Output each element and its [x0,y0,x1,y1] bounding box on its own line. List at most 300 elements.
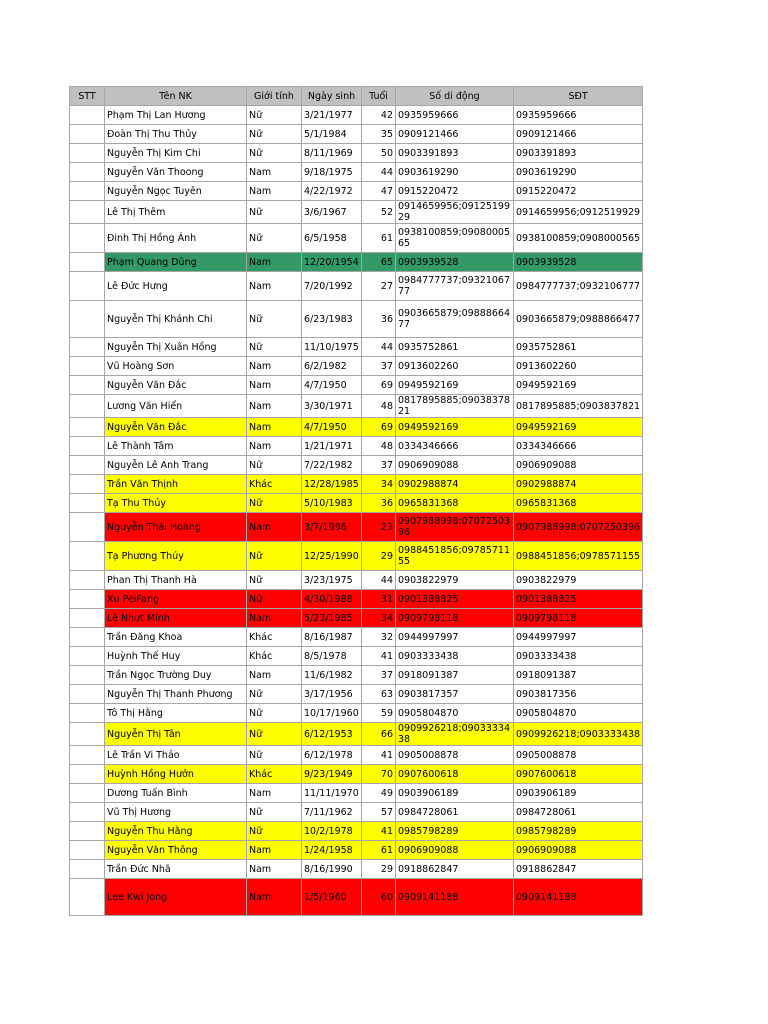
header-phone[interactable]: SĐT [514,87,643,106]
dob-cell[interactable]: 12/20/1954 [302,253,362,272]
mobile-cell[interactable]: 0905008878 [396,746,514,765]
stt-cell[interactable] [70,144,105,163]
gender-cell[interactable]: Nam [247,666,302,685]
stt-cell[interactable] [70,803,105,822]
age-cell[interactable]: 41 [362,822,396,841]
mobile-cell[interactable]: 0949592169 [396,376,514,395]
stt-cell[interactable] [70,542,105,571]
table-row [70,704,643,723]
mobile-cell[interactable]: 0907988998;0707250396 [396,513,514,542]
stt-cell[interactable] [70,338,105,357]
name-cell[interactable]: Nguyễn Thị Kim Chi [105,144,247,163]
phone-cell[interactable]: 0817895885;0903837821 [514,395,643,418]
stt-cell[interactable] [70,201,105,224]
table-row [70,860,643,879]
stt-cell[interactable] [70,746,105,765]
stt-cell[interactable] [70,628,105,647]
phone-cell[interactable]: 0918091387 [514,666,643,685]
dob-cell[interactable]: 3/30/1971 [302,395,362,418]
stt-cell[interactable] [70,666,105,685]
age-cell[interactable]: 34 [362,475,396,494]
dob-cell[interactable]: 8/16/1990 [302,860,362,879]
name-cell[interactable]: Vũ Thị Hương [105,803,247,822]
table-row [70,395,643,418]
dob-cell[interactable]: 3/21/1977 [302,106,362,125]
table-row [70,746,643,765]
table-row [70,647,643,666]
name-cell[interactable]: Phan Thị Thanh Hà [105,571,247,590]
stt-cell[interactable] [70,822,105,841]
name-cell[interactable]: Huỳnh Thế Huy [105,647,247,666]
mobile-cell[interactable]: 0905804870 [396,704,514,723]
mobile-cell[interactable]: 0909141188 [396,879,514,916]
phone-cell[interactable]: 0949592169 [514,418,643,437]
gender-cell[interactable]: Nữ [247,494,302,513]
phone-cell[interactable]: 0944997997 [514,628,643,647]
stt-cell[interactable] [70,475,105,494]
mobile-cell[interactable]: 0907600618 [396,765,514,784]
age-cell[interactable]: 49 [362,784,396,803]
dob-cell[interactable]: 11/6/1982 [302,666,362,685]
table-row [70,628,643,647]
gender-cell[interactable]: Nữ [247,571,302,590]
name-cell[interactable]: Nguyễn Thị Xuân Hồng [105,338,247,357]
name-cell[interactable]: Tạ Phương Thúy [105,542,247,571]
mobile-cell[interactable]: 0949592169 [396,418,514,437]
dob-cell[interactable]: 4/7/1950 [302,418,362,437]
dob-cell[interactable]: 6/12/1953 [302,723,362,746]
mobile-cell[interactable]: 0935959666 [396,106,514,125]
table-row [70,879,643,916]
stt-cell[interactable] [70,590,105,609]
table-row [70,513,643,542]
dob-cell[interactable]: 3/6/1967 [302,201,362,224]
table-row [70,666,643,685]
table-row [70,841,643,860]
stt-cell[interactable] [70,609,105,628]
gender-cell[interactable]: Nữ [247,125,302,144]
age-cell[interactable]: 65 [362,253,396,272]
name-cell[interactable]: Nguyễn Lê Anh Trang [105,456,247,475]
name-cell[interactable]: Trần Đăng Khoa [105,628,247,647]
gender-cell[interactable]: Nữ [247,723,302,746]
gender-cell[interactable]: Nữ [247,542,302,571]
phone-cell[interactable]: 0935959666 [514,106,643,125]
dob-cell[interactable]: 1/5/1960 [302,879,362,916]
name-cell[interactable]: Nguyễn Văn Đắc [105,376,247,395]
age-cell[interactable]: 69 [362,418,396,437]
gender-cell[interactable]: Nam [247,272,302,301]
phone-cell[interactable]: 0905008878 [514,746,643,765]
name-cell[interactable]: Trần Văn Thịnh [105,475,247,494]
dob-cell[interactable]: 5/23/1985 [302,609,362,628]
dob-cell[interactable]: 12/28/1985 [302,475,362,494]
name-cell[interactable]: Tô Thị Hằng [105,704,247,723]
phone-cell[interactable]: 0909798118 [514,609,643,628]
phone-cell[interactable]: 0909926218;0903333438 [514,723,643,746]
stt-cell[interactable] [70,163,105,182]
gender-cell[interactable]: Nam [247,841,302,860]
age-cell[interactable]: 34 [362,609,396,628]
phone-cell[interactable]: 0915220472 [514,182,643,201]
age-cell[interactable]: 69 [362,376,396,395]
age-cell[interactable]: 41 [362,647,396,666]
dob-cell[interactable]: 6/12/1978 [302,746,362,765]
stt-cell[interactable] [70,860,105,879]
table-row [70,182,643,201]
stt-cell[interactable] [70,704,105,723]
dob-cell[interactable]: 12/25/1990 [302,542,362,571]
mobile-cell[interactable]: 0988451856;0978571155 [396,542,514,571]
name-cell[interactable]: Nguyễn Văn Thoong [105,163,247,182]
stt-cell[interactable] [70,571,105,590]
stt-cell[interactable] [70,418,105,437]
mobile-cell[interactable]: 0909798118 [396,609,514,628]
dob-cell[interactable]: 3/7/1996 [302,513,362,542]
phone-cell[interactable]: 0985798289 [514,822,643,841]
age-cell[interactable]: 41 [362,746,396,765]
dob-cell[interactable]: 3/17/1956 [302,685,362,704]
stt-cell[interactable] [70,841,105,860]
age-cell[interactable]: 48 [362,395,396,418]
name-cell[interactable]: Lee Kwi Jong [105,879,247,916]
name-cell[interactable]: Nguyễn Thị Tân [105,723,247,746]
age-cell[interactable]: 23 [362,513,396,542]
phone-cell[interactable]: 0909121466 [514,125,643,144]
gender-cell[interactable]: Nam [247,513,302,542]
name-cell[interactable]: Trần Ngọc Trường Duy [105,666,247,685]
name-cell[interactable]: Nguyễn Thu Hằng [105,822,247,841]
header-stt[interactable]: STT [70,87,105,106]
phone-cell[interactable]: 0907600618 [514,765,643,784]
stt-cell[interactable] [70,224,105,253]
phone-cell[interactable]: 0902988874 [514,475,643,494]
mobile-cell[interactable]: 0903906189 [396,784,514,803]
mobile-cell[interactable]: 0817895885;0903837821 [396,395,514,418]
gender-cell[interactable]: Khác [247,647,302,666]
stt-cell[interactable] [70,494,105,513]
stt-cell[interactable] [70,301,105,338]
phone-cell[interactable]: 0906909088 [514,841,643,860]
stt-cell[interactable] [70,685,105,704]
age-cell[interactable]: 44 [362,163,396,182]
phone-cell[interactable]: 0914659956;0912519929 [514,201,643,224]
age-cell[interactable]: 44 [362,338,396,357]
table-row [70,201,643,224]
stt-cell[interactable] [70,357,105,376]
table-row [70,723,643,746]
mobile-cell[interactable]: 0985798289 [396,822,514,841]
name-cell[interactable]: Phạm Thị Lan Hương [105,106,247,125]
dob-cell[interactable]: 11/11/1970 [302,784,362,803]
dob-cell[interactable]: 1/21/1971 [302,437,362,456]
stt-cell[interactable] [70,437,105,456]
name-cell[interactable]: Lê Thị Thêm [105,201,247,224]
gender-cell[interactable]: Nữ [247,301,302,338]
table-row [70,163,643,182]
age-cell[interactable]: 37 [362,666,396,685]
table-row [70,376,643,395]
gender-cell[interactable]: Nam [247,609,302,628]
gender-cell[interactable]: Nữ [247,803,302,822]
mobile-cell[interactable]: 0903817357 [396,685,514,704]
mobile-cell[interactable]: 0906909088 [396,841,514,860]
stt-cell[interactable] [70,395,105,418]
age-cell[interactable]: 63 [362,685,396,704]
phone-cell[interactable]: 0903665879;0988866477 [514,301,643,338]
phone-cell[interactable]: 0903939528 [514,253,643,272]
gender-cell[interactable]: Khác [247,765,302,784]
dob-cell[interactable]: 1/24/1958 [302,841,362,860]
age-cell[interactable]: 36 [362,494,396,513]
name-cell[interactable]: Dương Tuấn Bình [105,784,247,803]
gender-cell[interactable]: Nam [247,418,302,437]
gender-cell[interactable]: Nam [247,357,302,376]
age-cell[interactable]: 50 [362,144,396,163]
name-cell[interactable]: Nguyễn Văn Đắc [105,418,247,437]
mobile-cell[interactable]: 0984728061 [396,803,514,822]
table-row [70,338,643,357]
phone-cell[interactable]: 0906909088 [514,456,643,475]
gender-cell[interactable]: Nữ [247,338,302,357]
name-cell[interactable]: Nguyễn Thái Hoàng [105,513,247,542]
phone-cell[interactable]: 0949592169 [514,376,643,395]
dob-cell[interactable]: 9/18/1975 [302,163,362,182]
name-cell[interactable]: Đoàn Thị Thu Thủy [105,125,247,144]
name-cell[interactable]: Vũ Hoàng Sơn [105,357,247,376]
stt-cell[interactable] [70,125,105,144]
table-row [70,784,643,803]
stt-cell[interactable] [70,253,105,272]
stt-cell[interactable] [70,376,105,395]
gender-cell[interactable]: Nữ [247,106,302,125]
mobile-cell[interactable]: 0909926218;0903333438 [396,723,514,746]
name-cell[interactable]: Lương Văn Hiển [105,395,247,418]
dob-cell[interactable]: 8/5/1978 [302,647,362,666]
name-cell[interactable]: Lê Trần Vi Thảo [105,746,247,765]
dob-cell[interactable]: 7/11/1962 [302,803,362,822]
gender-cell[interactable]: Nam [247,163,302,182]
gender-cell[interactable]: Nữ [247,822,302,841]
dob-cell[interactable]: 3/23/1975 [302,571,362,590]
stt-cell[interactable] [70,456,105,475]
age-cell[interactable]: 66 [362,723,396,746]
phone-cell[interactable]: 0913602260 [514,357,643,376]
gender-cell[interactable]: Nam [247,253,302,272]
phone-cell[interactable]: 0909141188 [514,879,643,916]
age-cell[interactable]: 48 [362,437,396,456]
age-cell[interactable]: 31 [362,590,396,609]
mobile-cell[interactable]: 0914659956;0912519929 [396,201,514,224]
gender-cell[interactable]: Nam [247,860,302,879]
mobile-cell[interactable]: 0903391893 [396,144,514,163]
age-cell[interactable]: 47 [362,182,396,201]
phone-cell[interactable]: 0965831368 [514,494,643,513]
phone-cell[interactable]: 0907988998;0707250396 [514,513,643,542]
dob-cell[interactable]: 9/23/1949 [302,765,362,784]
mobile-cell[interactable]: 0909121466 [396,125,514,144]
dob-cell[interactable]: 10/17/1960 [302,704,362,723]
table-row [70,224,643,253]
phone-cell[interactable]: 0334346666 [514,437,643,456]
phone-cell[interactable]: 0988451856;0978571155 [514,542,643,571]
table-row [70,571,643,590]
age-cell[interactable]: 32 [362,628,396,647]
age-cell[interactable]: 70 [362,765,396,784]
gender-cell[interactable]: Nam [247,182,302,201]
dob-cell[interactable]: 11/10/1975 [302,338,362,357]
table-row [70,456,643,475]
name-cell[interactable]: Tạ Thu Thủy [105,494,247,513]
gender-cell[interactable]: Nam [247,376,302,395]
phone-cell[interactable]: 0984777737;0932106777 [514,272,643,301]
gender-cell[interactable]: Khác [247,475,302,494]
phone-cell[interactable]: 0938100859;0908000565 [514,224,643,253]
name-cell[interactable]: Xu PeiFang [105,590,247,609]
age-cell[interactable]: 42 [362,106,396,125]
name-cell[interactable]: Phạm Quang Dũng [105,253,247,272]
dob-cell[interactable]: 7/22/1982 [302,456,362,475]
dob-cell[interactable]: 6/2/1982 [302,357,362,376]
stt-cell[interactable] [70,647,105,666]
gender-cell[interactable]: Nữ [247,704,302,723]
age-cell[interactable]: 61 [362,841,396,860]
dob-cell[interactable]: 7/20/1992 [302,272,362,301]
name-cell[interactable]: Nguyễn Văn Thông [105,841,247,860]
phone-cell[interactable]: 0903817356 [514,685,643,704]
mobile-cell[interactable]: 0913602260 [396,357,514,376]
mobile-cell[interactable]: 0915220472 [396,182,514,201]
header-gender[interactable]: Giới tính [247,87,302,106]
stt-cell[interactable] [70,182,105,201]
age-cell[interactable]: 36 [362,301,396,338]
phone-cell[interactable]: 0903619290 [514,163,643,182]
header-mobile[interactable]: Số di động [396,87,514,106]
stt-cell[interactable] [70,879,105,916]
gender-cell[interactable]: Nữ [247,201,302,224]
age-cell[interactable]: 29 [362,542,396,571]
gender-cell[interactable]: Nữ [247,456,302,475]
mobile-cell[interactable]: 0944997997 [396,628,514,647]
name-cell[interactable]: Nguyễn Thị Thanh Phương [105,685,247,704]
table-row [70,125,643,144]
name-cell[interactable]: Lê Đức Hưng [105,272,247,301]
name-cell[interactable]: Lê Thành Tâm [105,437,247,456]
gender-cell[interactable]: Khác [247,628,302,647]
stt-cell[interactable] [70,765,105,784]
gender-cell[interactable]: Nữ [247,746,302,765]
gender-cell[interactable]: Nữ [247,590,302,609]
gender-cell[interactable]: Nam [247,879,302,916]
stt-cell[interactable] [70,513,105,542]
phone-cell[interactable]: 0903391893 [514,144,643,163]
dob-cell[interactable]: 6/23/1983 [302,301,362,338]
phone-cell[interactable]: 0905804870 [514,704,643,723]
stt-cell[interactable] [70,272,105,301]
age-cell[interactable]: 59 [362,704,396,723]
age-cell[interactable]: 52 [362,201,396,224]
dob-cell[interactable]: 4/7/1950 [302,376,362,395]
stt-cell[interactable] [70,106,105,125]
name-cell[interactable]: Nguyễn Thị Khánh Chi [105,301,247,338]
dob-cell[interactable]: 10/2/1978 [302,822,362,841]
mobile-cell[interactable]: 0906909088 [396,456,514,475]
mobile-cell[interactable]: 0984777737;0932106777 [396,272,514,301]
phone-cell[interactable]: 0903906189 [514,784,643,803]
stt-cell[interactable] [70,723,105,746]
mobile-cell[interactable]: 0918862847 [396,860,514,879]
name-cell[interactable]: Trần Đức Nhã [105,860,247,879]
gender-cell[interactable]: Nam [247,437,302,456]
table-row [70,590,643,609]
mobile-cell[interactable]: 0903665879;0988866477 [396,301,514,338]
mobile-cell[interactable]: 0903939528 [396,253,514,272]
dob-cell[interactable]: 4/30/1988 [302,590,362,609]
dob-cell[interactable]: 4/22/1972 [302,182,362,201]
age-cell[interactable]: 27 [362,272,396,301]
dob-cell[interactable]: 8/11/1969 [302,144,362,163]
dob-cell[interactable]: 5/1/1984 [302,125,362,144]
gender-cell[interactable]: Nữ [247,685,302,704]
table-row [70,301,643,338]
header-name[interactable]: Tên NK [105,87,247,106]
mobile-cell[interactable]: 0903333438 [396,647,514,666]
phone-cell[interactable]: 0918862847 [514,860,643,879]
mobile-cell[interactable]: 0918091387 [396,666,514,685]
age-cell[interactable]: 61 [362,224,396,253]
table-row [70,272,643,301]
age-cell[interactable]: 35 [362,125,396,144]
mobile-cell[interactable]: 0334346666 [396,437,514,456]
mobile-cell[interactable]: 0902988874 [396,475,514,494]
dob-cell[interactable]: 5/10/1983 [302,494,362,513]
name-cell[interactable]: Nguyễn Ngọc Tuyên [105,182,247,201]
age-cell[interactable]: 37 [362,456,396,475]
age-cell[interactable]: 57 [362,803,396,822]
header-dob[interactable]: Ngày sinh [302,87,362,106]
dob-cell[interactable]: 8/16/1987 [302,628,362,647]
gender-cell[interactable]: Nam [247,395,302,418]
age-cell[interactable]: 44 [362,571,396,590]
mobile-cell[interactable]: 0903822979 [396,571,514,590]
mobile-cell[interactable]: 0938100859;0908000565 [396,224,514,253]
name-cell[interactable]: Lê Nhựt Minh [105,609,247,628]
phone-cell[interactable]: 0903333438 [514,647,643,666]
mobile-cell[interactable]: 0935752861 [396,338,514,357]
phone-cell[interactable]: 0901388825 [514,590,643,609]
dob-cell[interactable]: 6/5/1958 [302,224,362,253]
mobile-cell[interactable]: 0965831368 [396,494,514,513]
phone-cell[interactable]: 0984728061 [514,803,643,822]
header-age[interactable]: Tuổi [362,87,396,106]
stt-cell[interactable] [70,784,105,803]
table-row [70,253,643,272]
age-cell[interactable]: 60 [362,879,396,916]
name-cell[interactable]: Huỳnh Hồng Hưởn [105,765,247,784]
age-cell[interactable]: 37 [362,357,396,376]
mobile-cell[interactable]: 0901388825 [396,590,514,609]
table-row [70,144,643,163]
gender-cell[interactable]: Nam [247,784,302,803]
phone-cell[interactable]: 0935752861 [514,338,643,357]
phone-cell[interactable]: 0903822979 [514,571,643,590]
name-cell[interactable]: Đinh Thị Hồng Ánh [105,224,247,253]
mobile-cell[interactable]: 0903619290 [396,163,514,182]
age-cell[interactable]: 29 [362,860,396,879]
gender-cell[interactable]: Nữ [247,224,302,253]
gender-cell[interactable]: Nữ [247,144,302,163]
table-row [70,685,643,704]
